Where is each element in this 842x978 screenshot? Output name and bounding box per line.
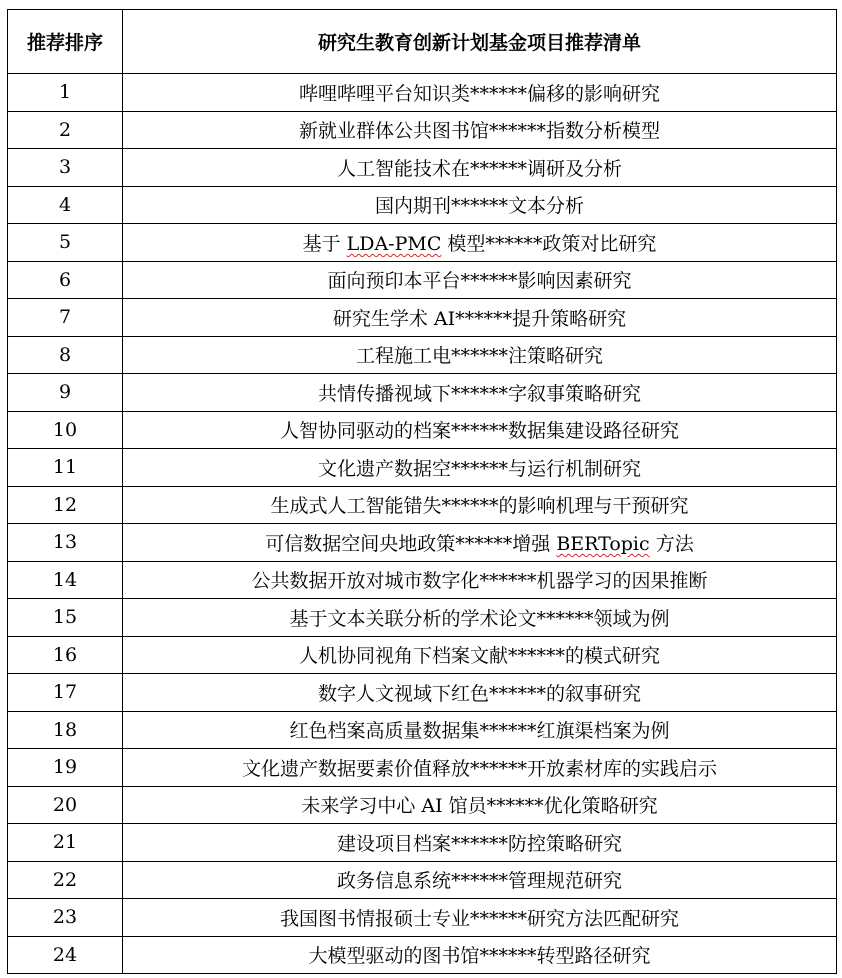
rank-cell: 11 (8, 449, 123, 487)
rank-cell: 4 (8, 186, 123, 224)
rank-cell: 19 (8, 749, 123, 787)
rank-cell: 16 (8, 636, 123, 674)
project-title-cell (123, 111, 837, 149)
project-title-cell (123, 74, 837, 112)
title-segment: 新就业群体公共图书馆******指数分析模型 (298, 120, 660, 143)
table-row (8, 224, 837, 262)
table-row (8, 186, 837, 224)
rank-cell: 12 (8, 486, 123, 524)
rank-cell: 5 (8, 224, 123, 262)
table-row (8, 486, 837, 524)
rank-cell: 3 (8, 149, 123, 187)
title-segment: 面向预印本平台******影响因素研究 (327, 270, 632, 293)
table-row (8, 111, 837, 149)
table-row (8, 899, 837, 937)
rank-cell: 9 (8, 374, 123, 412)
rank-cell: 8 (8, 336, 123, 374)
table-row (8, 524, 837, 562)
header-rank: 推荐排序 (8, 10, 123, 74)
table-row (8, 674, 837, 712)
project-title-cell (123, 711, 837, 749)
project-title-cell (123, 524, 837, 562)
table-row (8, 374, 837, 412)
rank-cell: 10 (8, 411, 123, 449)
table-row (8, 711, 837, 749)
title-segment: 基于文本关联分析的学术论文******领域为例 (289, 607, 670, 630)
project-title-cell (123, 261, 837, 299)
rank-cell: 22 (8, 861, 123, 899)
title-segment: 文化遗产数据空******与运行机制研究 (317, 457, 641, 480)
title-segment: 我国图书情报硕士专业******研究方法匹配研究 (279, 907, 679, 930)
project-title-cell (123, 486, 837, 524)
project-title-cell (123, 299, 837, 337)
rank-cell: 23 (8, 899, 123, 937)
project-title-cell (123, 411, 837, 449)
title-segment: 建设项目档案******防控策略研究 (336, 832, 622, 855)
title-segment: 公共数据开放对城市数字化******机器学习的因果推断 (251, 570, 708, 593)
table-row (8, 299, 837, 337)
rank-cell: 18 (8, 711, 123, 749)
rank-cell: 17 (8, 674, 123, 712)
project-title-cell (123, 749, 837, 787)
rank-cell: 6 (8, 261, 123, 299)
project-title-cell (123, 636, 837, 674)
title-segment: 模型******政策对比研究 (441, 232, 657, 255)
table-row (8, 786, 837, 824)
title-segment: LDA-PMC (346, 232, 442, 255)
title-segment: 工程施工电******注策略研究 (355, 345, 603, 368)
title-segment: 未来学习中心 AI 馆员******优化策略研究 (301, 795, 658, 818)
table-row (8, 749, 837, 787)
table-row (8, 561, 837, 599)
rank-cell: 24 (8, 936, 123, 974)
rank-cell: 1 (8, 74, 123, 112)
project-title-cell (123, 786, 837, 824)
recommendation-list-sheet (7, 9, 836, 974)
project-title-cell (123, 374, 837, 412)
table-row (8, 411, 837, 449)
rank-cell: 13 (8, 524, 123, 562)
project-title-cell (123, 674, 837, 712)
table-row (8, 261, 837, 299)
rank-cell: 2 (8, 111, 123, 149)
table-row (8, 636, 837, 674)
rank-cell: 21 (8, 824, 123, 862)
table-row (8, 936, 837, 974)
table-row (8, 149, 837, 187)
title-segment: 研究生学术 AI******提升策略研究 (332, 307, 627, 330)
rank-cell: 15 (8, 599, 123, 637)
recommendation-table (7, 9, 837, 974)
title-segment: 政务信息系统******管理规范研究 (336, 870, 622, 893)
rank-cell: 7 (8, 299, 123, 337)
title-segment: 基于 (302, 232, 347, 255)
project-title-cell (123, 861, 837, 899)
title-segment: 生成式人工智能错失******的影响机理与干预研究 (270, 495, 689, 518)
project-title-cell (123, 824, 837, 862)
project-title-cell (123, 336, 837, 374)
header-title: 研究生教育创新计划基金项目推荐清单 (123, 10, 837, 74)
rank-cell: 20 (8, 786, 123, 824)
project-title-cell (123, 899, 837, 937)
table-header-row (8, 10, 837, 74)
table-row (8, 861, 837, 899)
project-title-cell (123, 224, 837, 262)
title-segment: 方法 (649, 532, 694, 555)
project-title-cell (123, 186, 837, 224)
project-title-cell (123, 561, 837, 599)
project-title-cell (123, 599, 837, 637)
title-segment: 可信数据空间央地政策******增强 (265, 532, 557, 555)
table-row (8, 599, 837, 637)
title-segment: 数字人文视域下红色******的叙事研究 (317, 682, 641, 705)
table-row (8, 74, 837, 112)
project-title-cell (123, 449, 837, 487)
table-body (8, 74, 837, 974)
title-segment: 文化遗产数据要素价值释放******开放素材库的实践启示 (241, 757, 717, 780)
title-segment: 共情传播视域下******字叙事策略研究 (317, 382, 641, 405)
table-row (8, 336, 837, 374)
table-row (8, 824, 837, 862)
project-title-cell (123, 936, 837, 974)
title-segment: 人机协同视角下档案文献******的模式研究 (298, 645, 660, 668)
title-segment: BERTopic (556, 532, 650, 555)
table-row (8, 449, 837, 487)
title-segment: 哔哩哔哩平台知识类******偏移的影响研究 (298, 82, 660, 105)
project-title-cell (123, 149, 837, 187)
title-segment: 国内期刊******文本分析 (374, 195, 584, 218)
title-segment: 人工智能技术在******调研及分析 (336, 157, 622, 180)
title-segment: 大模型驱动的图书馆******转型路径研究 (308, 945, 651, 968)
title-segment: 人智协同驱动的档案******数据集建设路径研究 (279, 420, 679, 443)
title-segment: 红色档案高质量数据集******红旗渠档案为例 (289, 720, 670, 743)
rank-cell: 14 (8, 561, 123, 599)
